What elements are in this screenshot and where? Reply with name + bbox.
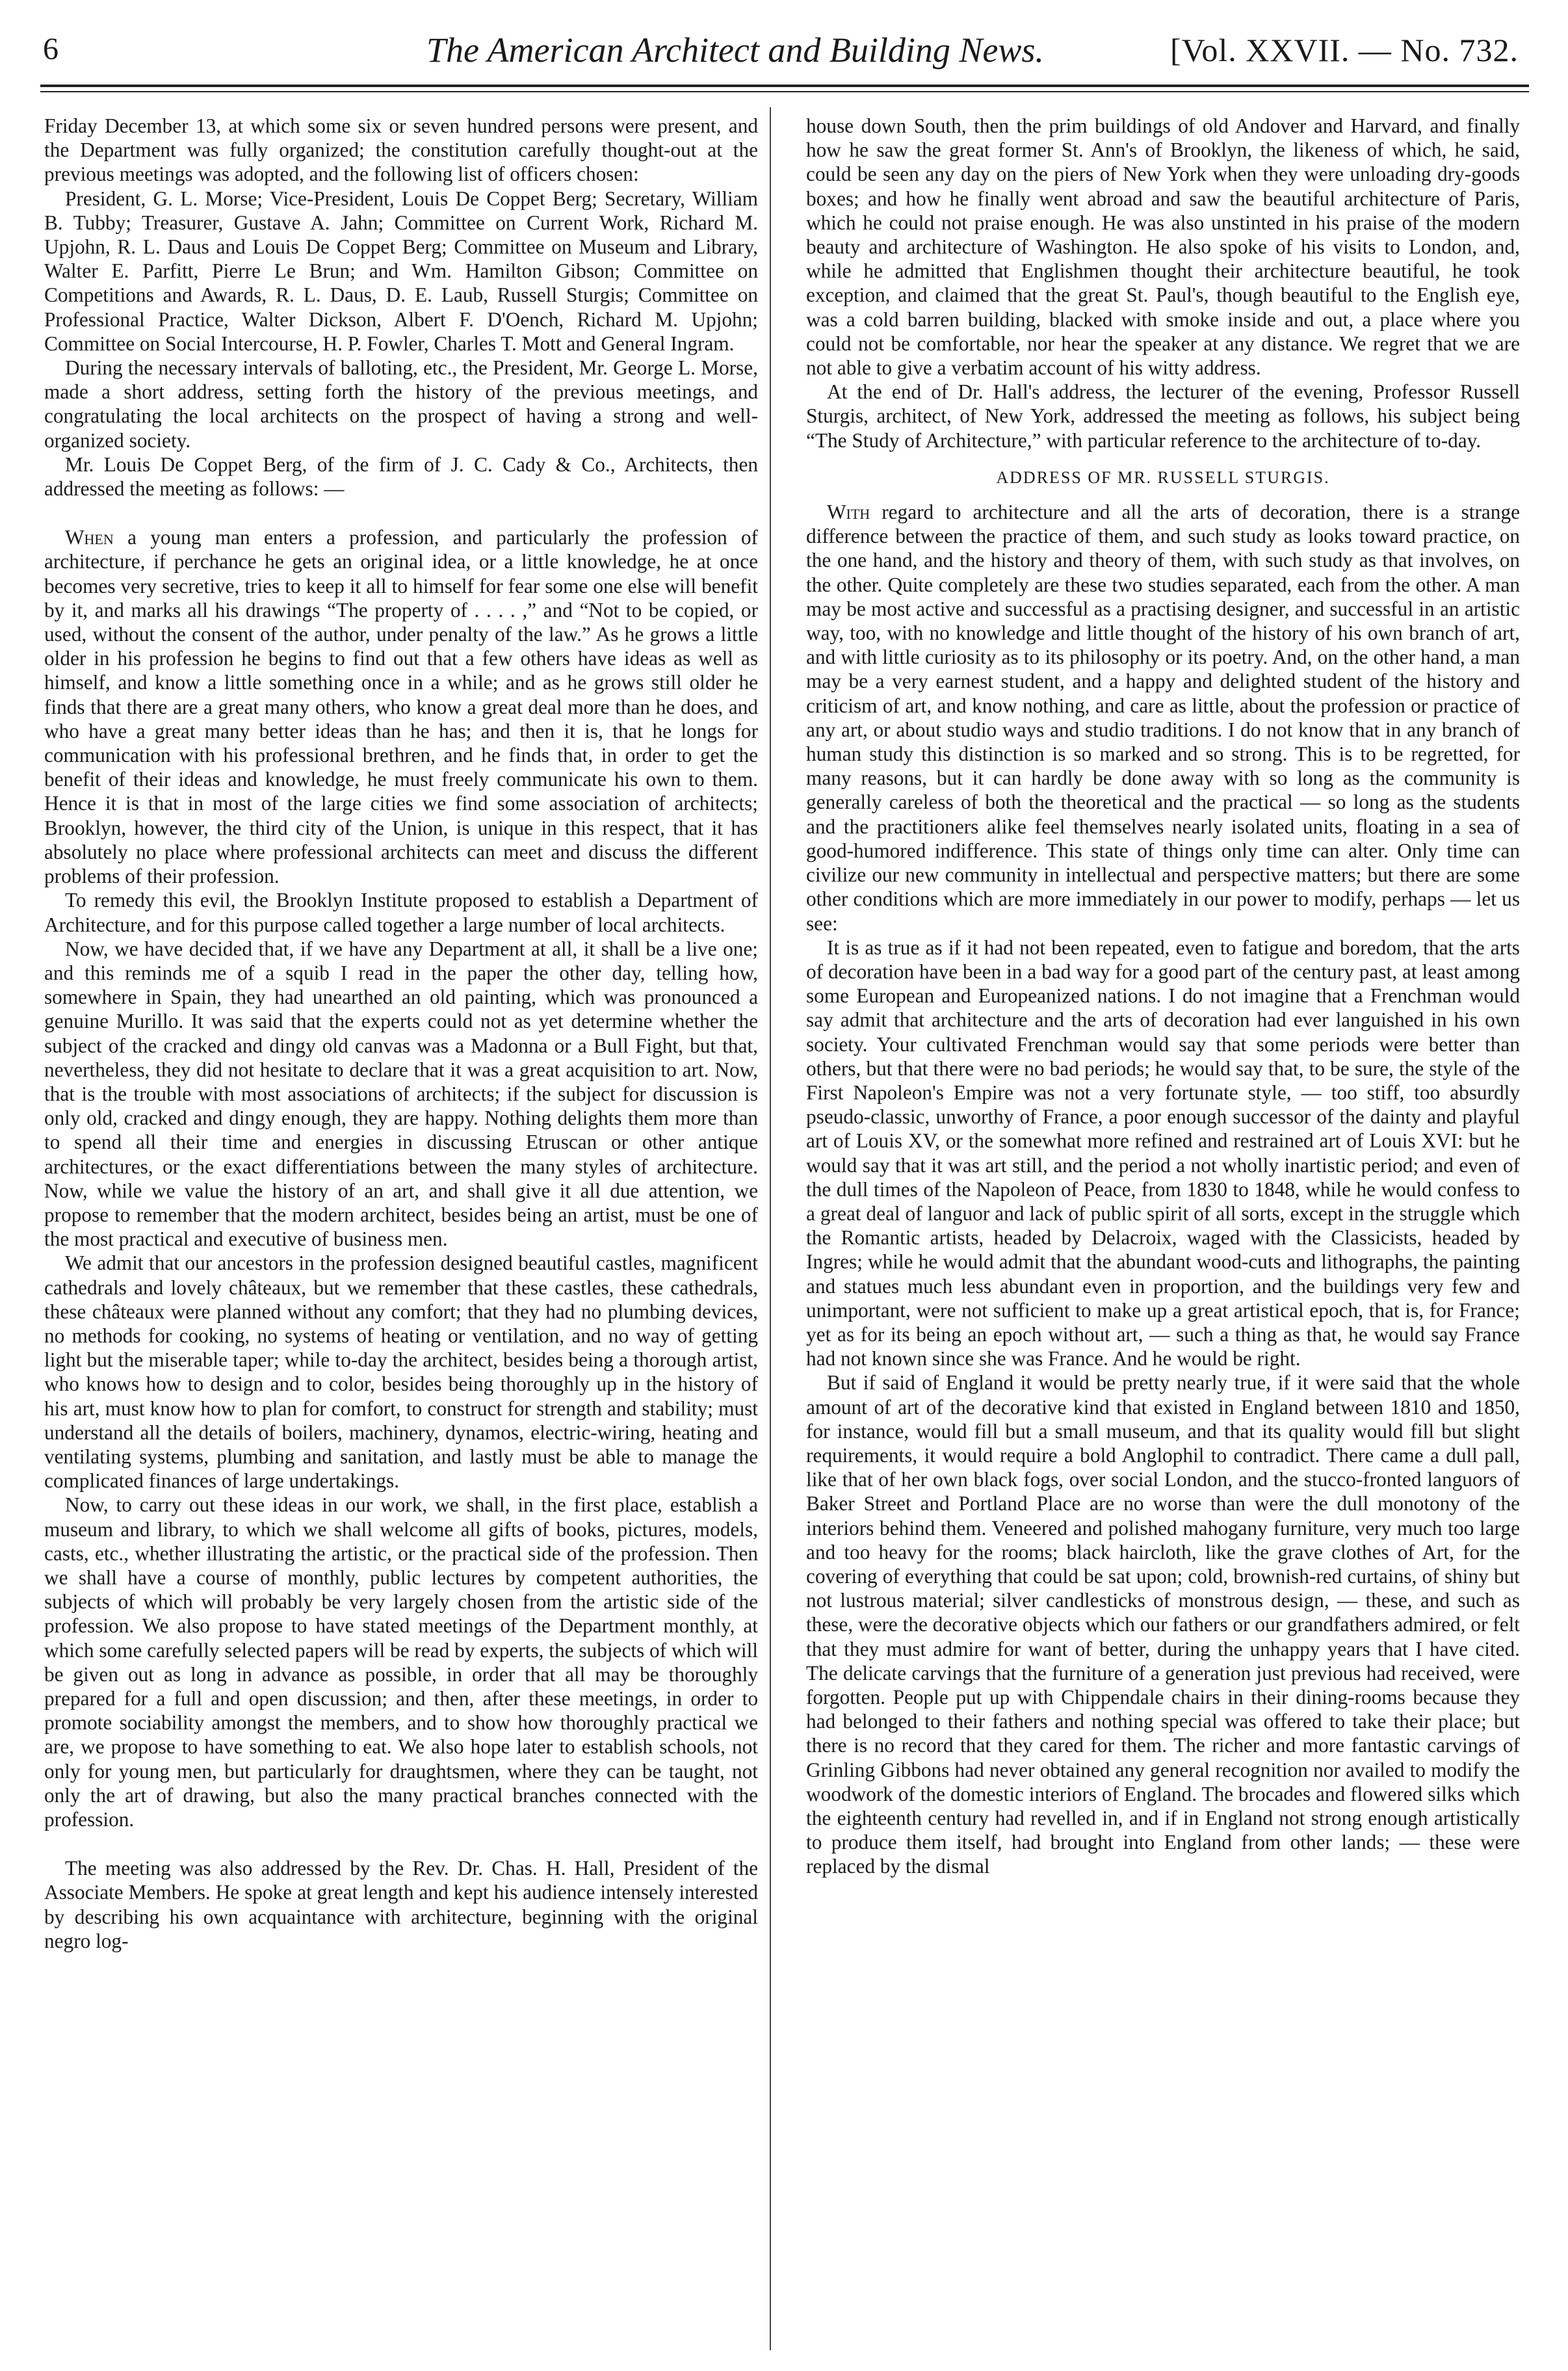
left-column — [44, 114, 758, 2350]
paragraph: Mr. Louis De Coppet Berg, of the firm of J. C. Cady & Co., Architects, then addressed the meeting as follows: — — [44, 452, 758, 501]
paragraph: At the end of Dr. Hall's address, the lecturer of the evening, Professor Russell Sturgis, architect, of New York, addressed the meeting as follows, his subject being “The Study of Architecture,” with particular reference to the architecture of to-day. — [806, 380, 1520, 452]
journal-title: The American Architect and Building News. — [426, 31, 1044, 70]
paragraph: It is as true as if it had not been repeated, even to fatigue and boredom, that the arts of decoration have been in a bad way for a good part of the century past, at least among some European and Europeanized nations. I do not imagine that a Frenchman would say admit that architecture and the arts of decoration had ever languished in his own society. Your cultivated Frenchman would say that some periods were better than others, but that there were no bad periods; he would say that, to be sure, the style of the First Napoleon's Empire was not a very fortunate style, — too stiff, too absurdly pseudo-classic, unworthy of France, a poor enough successor of the dainty and playful art of Louis XV, or the somewhat more refined and restrained art of Louis XVI: but he would say that it was art still, and the period a not wholly inartistic period; and even of the dull times of the Napoleon of Peace, from 1830 to 1848, while he would confess to a great deal of languor and lack of public spirit of all sorts, except in the struggle which the Romantic artists, headed by Delacroix, waged with the Classicists, headed by Ingres; while he would admit that the abundant wood-cuts and lithographs, the painting and statues much less abundant even in proportion, and the buildings very few and unimportant, were not sufficient to make up a great artistical epoch, that is, for France; yet as for its being an epoch without art, — such a thing as that, he would say France had not known since she was France. And he would be right. — [806, 936, 1520, 1370]
paragraph: We admit that our ancestors in the profession designed beautiful castles, magnificent cathedrals and lovely châteaux, but we remember that these castles, these cathedrals, these châteaux were planned without any comfort; that they had no plumbing devices, no methods for cooking, no systems of heating or ventilation, and no way of getting light but the miserable taper; while to-day the architect, besides being a thorough artist, who knows how to design and to color, besides being thoroughly up in the history of his art, must know how to plan for comfort, to construct for strength and stability; must understand all the details of boilers, machinery, dynamos, electric-wiring, heating and ventilating systems, plumbing and sanitation, and lastly must be able to manage the complicated finances of large undertakings. — [44, 1251, 758, 1493]
spacer — [44, 501, 758, 525]
page-header — [36, 26, 1532, 78]
paragraph: house down South, then the prim buildings of old Andover and Harvard, and finally how he saw the great former St. Ann's of Brooklyn, the likeness of which, he said, could be seen any day on the piers of New York when they were unloading dry-goods boxes; and how he finally went abroad and saw the beautiful architecture of Paris, which he could not praise enough. He was also unstinted in his praise of the modern beauty and architecture of Washington. He also spoke of his visits to London, and, while he admitted that Englishmen thought their architecture beautiful, he took exception, and claimed that the great St. Paul's, though beautiful to the English eye, was a cold barren building, blacked with smoke inside and out, a place where you could not be comfortable, nor hear the speaker at any distance. We regret that we are not able to give a verbatim account of his witty address. — [806, 114, 1520, 380]
paragraph: The meeting was also addressed by the Rev. Dr. Chas. H. Hall, President of the Associate Members. He spoke at great length and kept his audience intensely interested by describing his own acquaintance with architecture, beginning with the original negro log- — [44, 1857, 758, 1952]
lead-word: With — [827, 501, 870, 524]
volume-number: [Vol. XXVII. — No. 732. — [1170, 32, 1519, 68]
paragraph: President, G. L. Morse; Vice-President, Louis De Coppet Berg; Secretary, William B. Tubby; Treasurer, Gustave A. Jahn; Committee on Current Work, Richard M. Upjohn, R. L. Daus and Louis De Coppet Berg; Committee on Museum and Library, Walter E. Parfitt, Pierre Le Brun; and Wm. Hamilton Gibson; Committee on Competitions and Awards, R. L. Daus, D. E. Laub, Russell Sturgis; Committee on Professional Practice, Walter Dickson, Albert F. D'Oench, Richard M. Upjohn; Committee on Social Intercourse, H. P. Fowler, Charles T. Mott and General Ingram. — [44, 187, 758, 355]
paragraph-text: regard to architecture and all the arts of decoration, there is a strange difference between the practice of them, and such study as looks toward practice, on the one hand, and the history and theory of them, with such study as that involves, on the other. Quite completely are these two studies separated, each from the other. A man may be most active and successful as a practising designer, and successful in an artistic way, too, with no knowledge and little thought of the history of his own branch of art, and with little curiosity as to its philosophy or its poetry. And, on the other hand, a man may be a very earnest student, and a happy and delighted student of the history and criticism of art, and know nothing, and care as little, about the profession or practice of any art, or about studio ways and studio traditions. I do not know that in any branch of human study this distinction is so marked and so strong. This is to be regretted, for many reasons, but it can hardly be done away with so long as the community is generally careless of both the theoretical and the practical — so long as the students and the practitioners alike feel themselves nearly isolated units, floating in a sea of good-humored indifference. This state of things only time can alter. Only time can civilize our new community in intellectual and perspective matters; but there are some other conditions which are more immediately in our power to modify, perhaps — let us see: — [806, 501, 1520, 935]
paragraph — [44, 525, 758, 888]
column-divider — [770, 107, 771, 2350]
paragraph: Now, we have decided that, if we have any Department at all, it shall be a live one; and this reminds me of a squib I read in the paper the other day, telling how, somewhere in Spain, they had unearthed an old painting, which was pronounced a genuine Murillo. It was said that the experts could not as yet determine whether the subject of the cracked and dingy old canvas was a Madonna or a Bull Fight, but that, nevertheless, they did not hesitate to declare that it was a great acquisition to art. Now, that is the trouble with most associations of architects; if the subject for discussion is only old, cracked and dingy enough, they are happy. Nothing delights them more than to spend all their time and energies in discussing Etruscan or other antique architectures, or the exact differentiations between the many styles of architecture. Now, while we value the history of an art, and shall give it all due attention, we propose to remember that the modern architect, besides being an artist, must be one of the most practical and executive of business men. — [44, 937, 758, 1251]
header-rule-bottom — [40, 91, 1529, 92]
header-rule-top — [40, 85, 1529, 87]
paragraph — [806, 500, 1520, 936]
paragraph: To remedy this evil, the Brooklyn Institute proposed to establish a Department of Architecture, and for this purpose called together a large number of local architects. — [44, 889, 758, 936]
right-column — [806, 114, 1520, 2350]
paragraph: Now, to carry out these ideas in our work, we shall, in the first place, establish a museum and library, to which we shall welcome all gifts of books, pictures, models, casts, etc., whether illustrating the artistic, or the practical side of the profession. Then we shall have a course of monthly, public lectures by competent authorities, the subjects of which will probably be very largely chosen from the artistic side of the profession. We also propose to have stated meetings of the Department monthly, at which some carefully selected papers will be read by experts, the subjects of which will be given out as long in advance as possible, in order that all may be thoroughly prepared for a full and open discussion; and then, after these meetings, in order to promote sociability amongst the members, and to show how thoroughly practical we are, we propose to have something to eat. We also hope later to establish schools, not only for young men, but particularly for draughtsmen, where they can be taught, not only the art of drawing, but also the many practical branches connected with the profession. — [44, 1493, 758, 1831]
lead-word: When — [65, 526, 114, 549]
page-number: 6 — [43, 32, 59, 66]
section-heading: ADDRESS OF MR. RUSSELL STURGIS. — [996, 467, 1330, 487]
spacer — [44, 1831, 758, 1856]
paragraph: Friday December 13, at which some six or seven hundred persons were present, and the Department was fully organized; the constitution carefully thought-out at the previous meetings was adopted, and the following list of officers chosen: — [44, 114, 758, 186]
paragraph-text: a young man enters a profession, and particularly the profession of architecture, if perchance he gets an original idea, or a little knowledge, he at once becomes very secretive, tries to keep it all to himself for fear some one else will benefit by it, and marks all his drawings “The property of . . . . ,” and “Not to be copied, or used, without the consent of the author, under penalty of the law.” As he grows a little older in his profession he begins to find out that a few others have ideas as well as himself, and know a little something once in a while; and as he grows still older he finds that there are a great many others, who know a great deal more than he does, and who have a great many better ideas than he has; and then it is, that he longs for communication with his professional brethren, and he finds that, in order to get the benefit of their ideas and knowledge, he must freely communicate his own to them. Hence it is that in most of the large cities we find some association of architects; Brooklyn, however, the third city of the Union, is unique in this respect, that it has absolutely no place where professional architects can meet and discuss the different problems of their profession. — [44, 526, 758, 888]
paragraph: During the necessary intervals of balloting, etc., the President, Mr. George L. Morse, made a short address, setting forth the history of the previous meetings, and congratulating the local architects on the prospect of having a strong and well-organized society. — [44, 356, 758, 452]
paragraph: But if said of England it would be pretty nearly true, if it were said that the whole amount of art of the decorative kind that existed in England between 1810 and 1850, for instance, would fill but a small museum, and that its quality would fill but slight requirements, it would require a bold Anglophil to contradict. There came a dull pall, like that of her own black fogs, over social London, and the stucco-fronted languors of Baker Street and Portland Place are no worse than were the dull monotony of the interiors behind them. Veneered and polished mahogany furniture, very much too large and too heavy for the rooms; black haircloth, like the grave clothes of Art, for the covering of everything that could be sat upon; cold, brownish-red curtains, of shiny but not lustrous material; silver candlesticks of monstrous design, — these, and such as these, were the decorative objects which our fathers or our grandfathers admired, or felt that they must admire for want of better, during the unhappy years that I have cited. The delicate carvings that the furniture of a generation just previous had received, were forgotten. People put up with Chippendale chairs in their dining-rooms because they had belonged to their fathers and nothing special was offered to take their place; but there is no record that they cared for them. The richer and more fantastic carvings of Grinling Gibbons had never obtained any general recognition nor availed to modify the woodwork of the domestic interiors of England. The brocades and flowered silks which the eighteenth century had revelled in, and if in England not strong enough artistically to produce them itself, had brought into England from other lands; — these were replaced by the dismal — [806, 1371, 1520, 1878]
